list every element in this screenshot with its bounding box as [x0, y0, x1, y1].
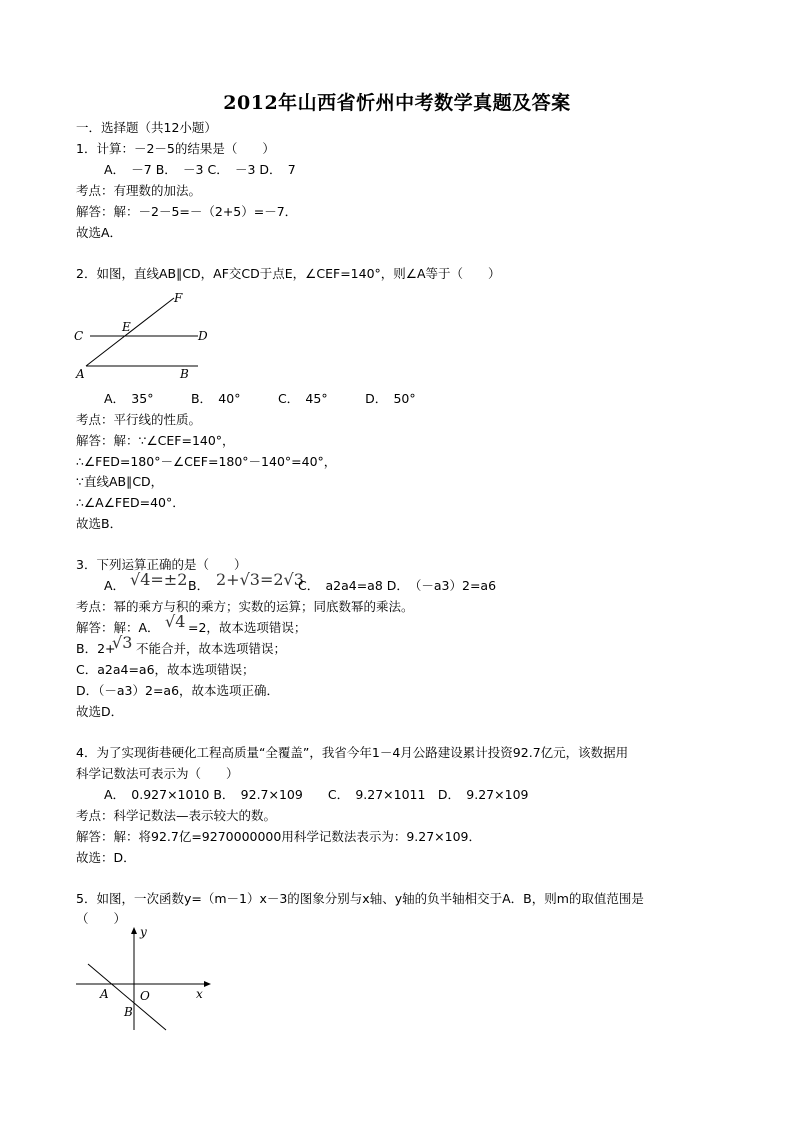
- q2-options: A． 35° B． 40° C． 45° D． 50°: [104, 391, 416, 406]
- q3-b-post: 不能合并，故本选项错误；: [136, 641, 287, 656]
- label-x: x: [196, 987, 203, 1001]
- q2-answer: 故选B．: [76, 516, 123, 531]
- section-heading: 一．选择题（共12小题）: [76, 120, 217, 135]
- q5-question-cont: （ ）: [76, 911, 127, 926]
- q1-answer: 故选A．: [76, 225, 123, 240]
- label-c: C: [74, 329, 84, 343]
- q3-b-pre: B．2+: [76, 641, 116, 656]
- label-y: y: [140, 925, 147, 939]
- q4-kaodian: 考点：科学记数法—表示较大的数。: [76, 808, 277, 823]
- q4-answer: 故选：D．: [76, 850, 136, 865]
- q3-d-line: D．（－a3）2=a6，故本选项正确．: [76, 683, 280, 698]
- label-f: F: [174, 291, 183, 305]
- q4-options: A． 0.927×1010 B． 92.7×109 C． 9.27×1011 D． 9.27×109: [104, 787, 529, 802]
- q3-question: 3．下列运算正确的是（ ）: [76, 557, 247, 572]
- q2-step3: ∴∠A∠FED=40°．: [76, 495, 185, 510]
- q3-option-b-label: B．: [188, 578, 210, 593]
- label-a: A: [76, 367, 85, 381]
- q3-jieda-pre: 解答：解：A．: [76, 620, 160, 635]
- q3-jieda-math: √4: [165, 612, 186, 631]
- q1-jieda: 解答：解：－2－5=－（2+5）=－7．: [76, 204, 298, 219]
- q2-jieda: 解答：解：∵∠CEF=140°，: [76, 433, 235, 448]
- q3-kaodian: 考点：幂的乘方与积的乘方；实数的运算；同底数幂的乘法。: [76, 599, 414, 614]
- q3-answer: 故选D．: [76, 704, 124, 719]
- q5-question: 5．如图，一次函数y=（m－1）x－3的图象分别与x轴、y轴的负半轴相交于A．B，则m的取值范围是: [76, 891, 644, 906]
- label-d: D: [198, 329, 208, 343]
- q2-question: 2．如图，直线AB∥CD，AF交CD于点E，∠CEF=140°，则∠A等于（ ）: [76, 266, 501, 281]
- q2-kaodian: 考点：平行线的性质。: [76, 412, 202, 427]
- q1-options: A． －7 B． －3 C． －3 D． 7: [104, 162, 296, 177]
- q3-c-line: C．a2a4=a6，故本选项错误；: [76, 662, 255, 677]
- q5-figure-linear-function: [70, 924, 220, 1036]
- q3-option-a-math: √4=±2: [130, 570, 188, 589]
- label-b: B: [180, 367, 189, 381]
- y-axis-arrow: [131, 927, 137, 934]
- page-title: 2012年山西省忻州中考数学真题及答案: [223, 92, 571, 114]
- x-axis-arrow: [204, 981, 211, 987]
- q4-jieda: 解答：解：将92.7亿=9270000000用科学记数法表示为：9.27×109．: [76, 829, 481, 844]
- label-b: B: [124, 1005, 133, 1019]
- q3-b-math: √3: [112, 633, 133, 652]
- q4-question: 4．为了实现街巷硬化工程高质量“全覆盖”，我省今年1－4月公路建设累计投资92.7亿元，该数据用: [76, 745, 629, 760]
- q2-step1: ∴∠FED=180°－∠CEF=180°－140°=40°，: [76, 454, 337, 469]
- label-e: E: [122, 320, 131, 334]
- q1-question: 1．计算：－2－5的结果是（ ）: [76, 141, 275, 156]
- label-a: A: [100, 987, 109, 1001]
- label-o: O: [140, 989, 150, 1003]
- q3-options-cd: C． a2a4=a8 D． （－a3）2=a6: [298, 578, 497, 593]
- q2-step2: ∵直线AB∥CD，: [76, 474, 164, 489]
- q1-kaodian: 考点：有理数的加法。: [76, 183, 202, 198]
- q3-jieda-post: =2，故本选项错误；: [188, 620, 307, 635]
- q4-question-cont: 科学记数法可表示为（ ）: [76, 766, 239, 781]
- q3-option-a-label: A．: [104, 578, 126, 593]
- q3-option-b-math: 2+√3=2√3: [216, 570, 304, 589]
- q2-figure-parallel-lines: [70, 290, 220, 382]
